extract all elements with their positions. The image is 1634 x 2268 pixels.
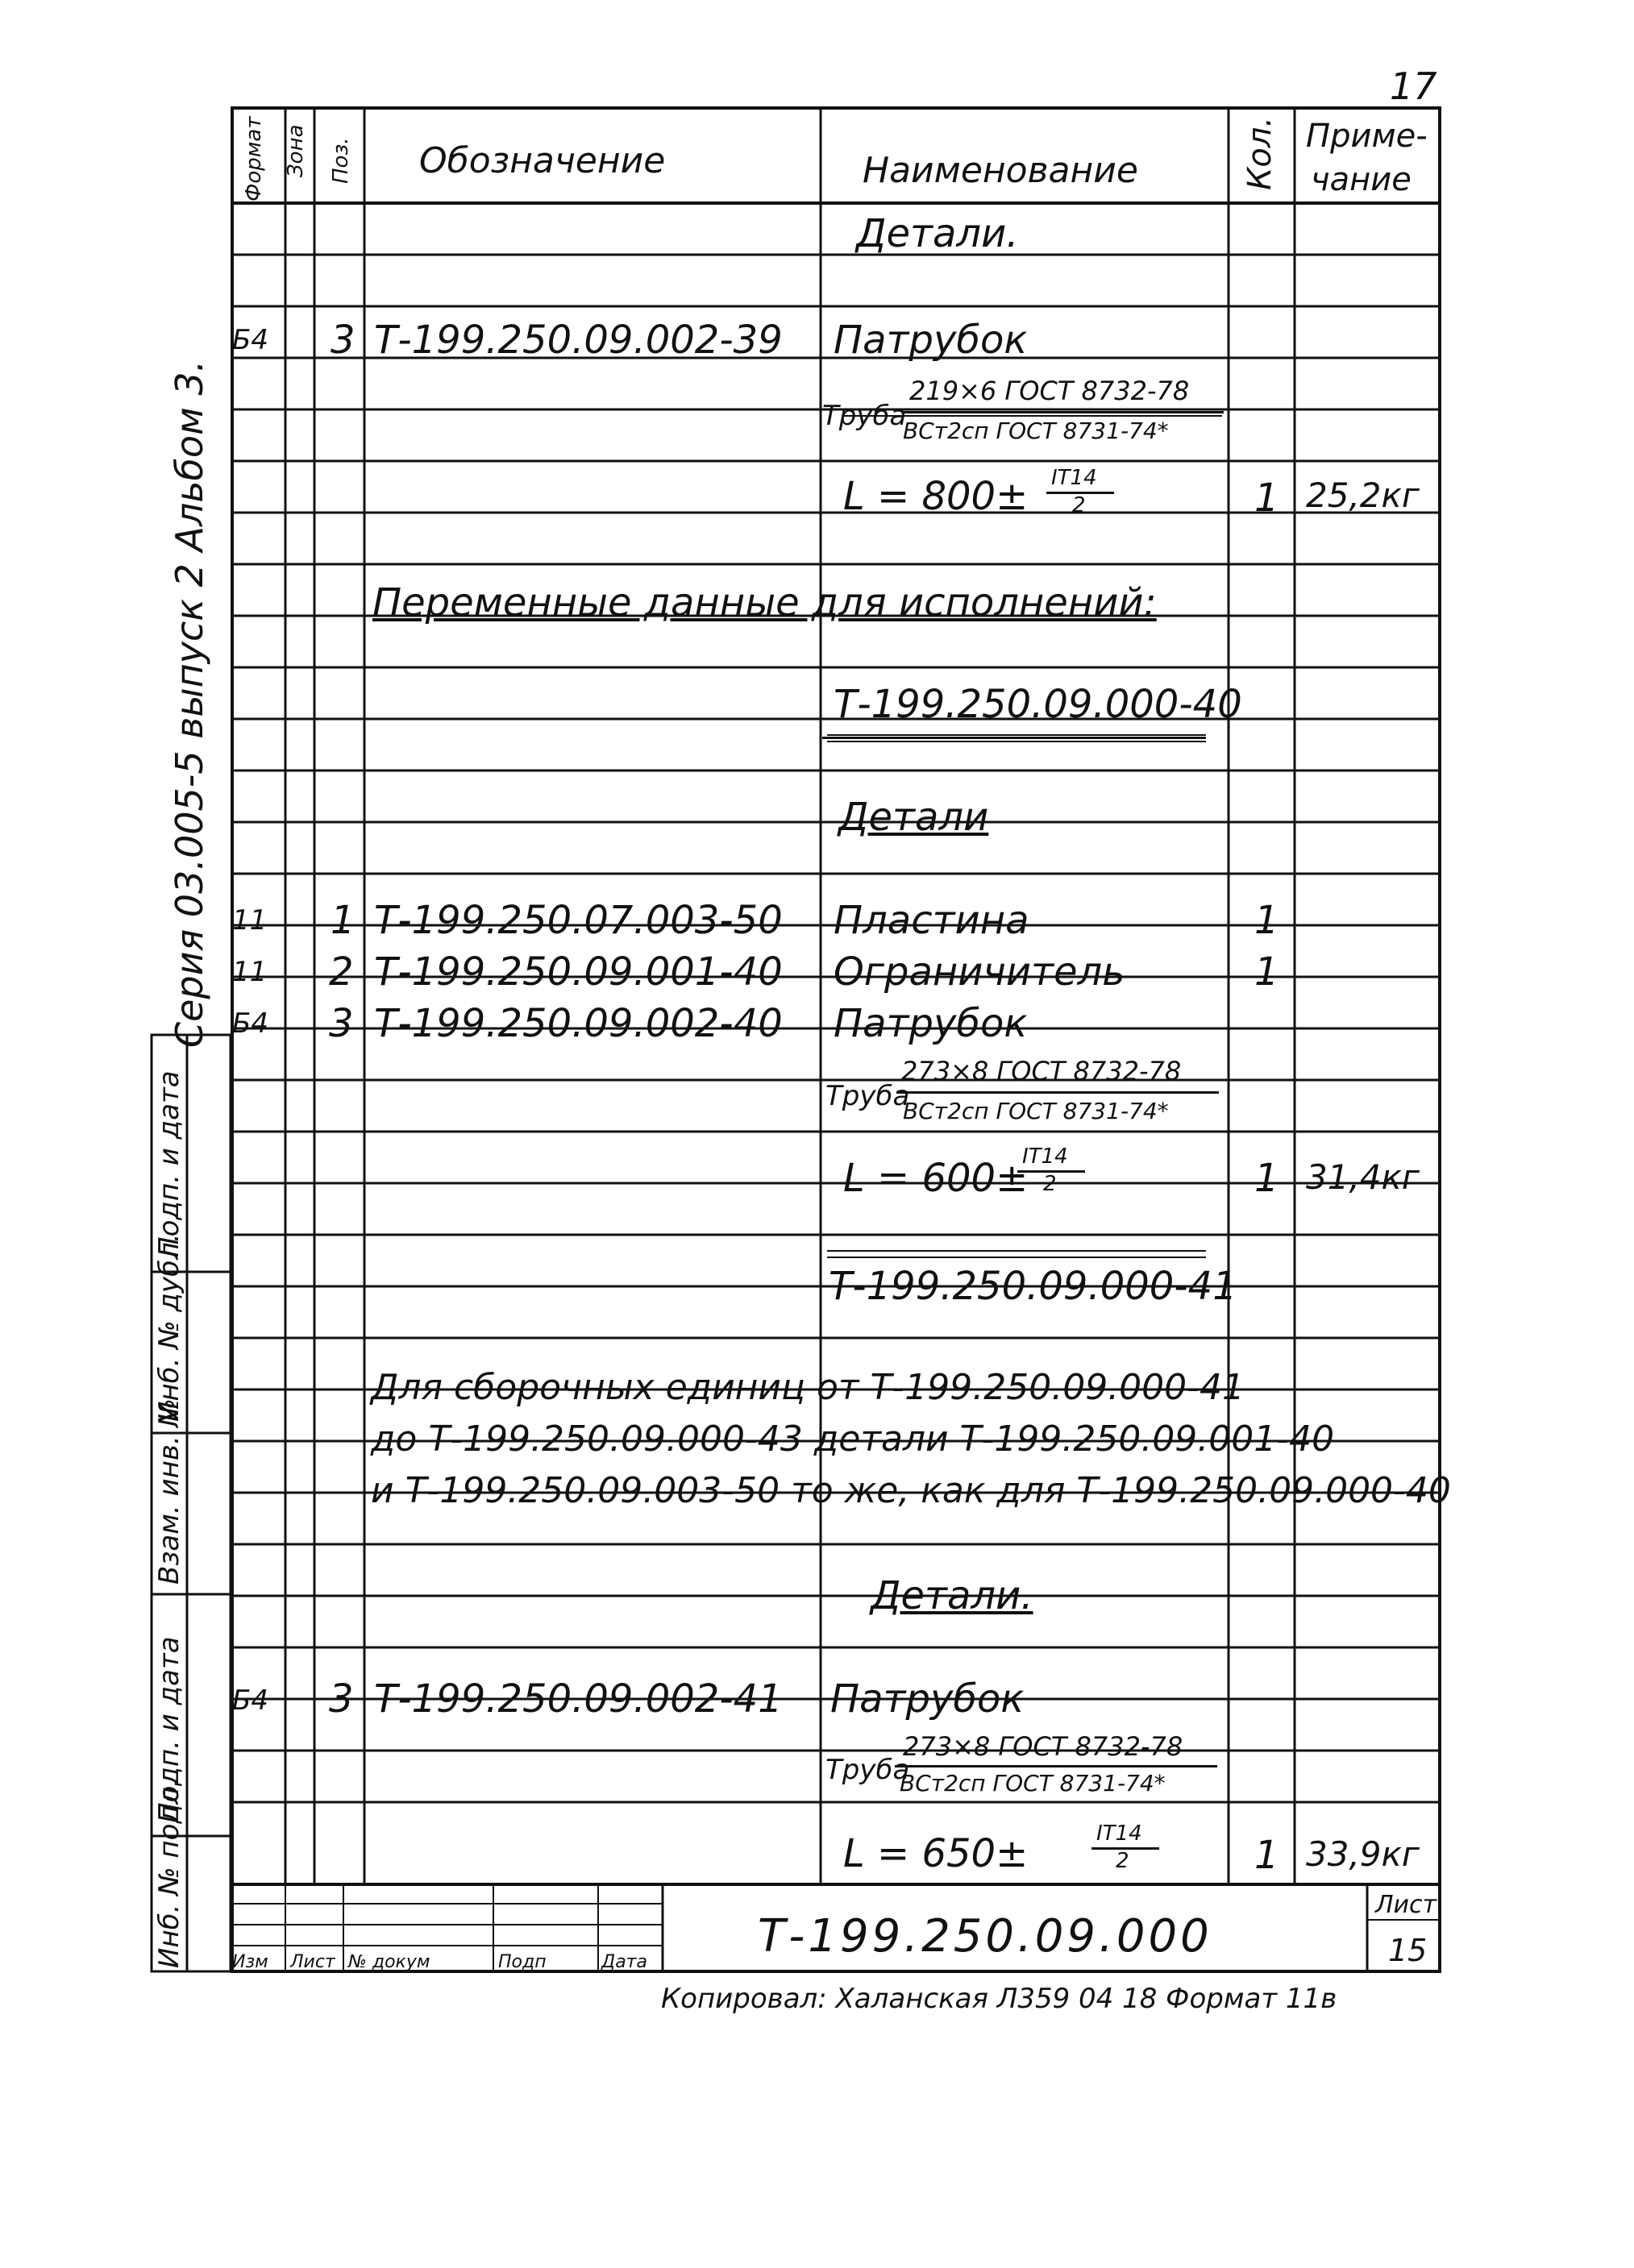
row13-qty: 1 bbox=[1254, 949, 1279, 995]
section-title-details-3: Детали. bbox=[871, 1573, 1033, 1618]
row28-note: 33,9кг bbox=[1306, 1834, 1420, 1874]
row3-designation: Т-199.250.09.002-39 bbox=[374, 318, 783, 363]
row27-pipe-label: Труба bbox=[825, 1754, 910, 1786]
row5-frac-den: 2 bbox=[1072, 493, 1086, 517]
variant-41-heading: Т-199.250.09.000-41 bbox=[829, 1264, 1237, 1309]
series-label: Серия 03.005-5 выпуск 2 Альбом 3. bbox=[168, 359, 211, 1048]
row28-qty: 1 bbox=[1254, 1833, 1279, 1878]
title-block-col-izm: Изм bbox=[232, 1952, 268, 1972]
row12-format: 11 bbox=[232, 904, 268, 937]
row13-pos: 2 bbox=[329, 949, 354, 995]
row26-designation: Т-199.250.09.002-41 bbox=[374, 1676, 783, 1722]
section-title-details-1: Детали. bbox=[856, 211, 1019, 256]
title-block-col-list: Лист bbox=[290, 1952, 335, 1972]
row26-pos: 3 bbox=[329, 1676, 354, 1722]
row5-length: L = 800± bbox=[843, 474, 1029, 519]
stamp-dup-inv: Инб. № дубл. bbox=[153, 1233, 185, 1422]
row15-fraction-bar bbox=[896, 1091, 1219, 1094]
row5-frac-num: IT14 bbox=[1051, 466, 1097, 490]
header-format: Формат bbox=[242, 116, 266, 201]
row3-pos: 3 bbox=[331, 318, 355, 363]
row16-frac-num: IT14 bbox=[1022, 1144, 1068, 1169]
row13-name: Ограничитель bbox=[834, 949, 1125, 995]
row28-length: L = 650± bbox=[843, 1831, 1029, 1876]
row5-qty: 1 bbox=[1254, 476, 1279, 521]
section-title-details-2: Детали bbox=[838, 795, 989, 840]
row12-name: Пластина bbox=[834, 898, 1029, 943]
row14-name: Патрубок bbox=[834, 1001, 1028, 1046]
row4-fraction-bar bbox=[901, 411, 1224, 413]
row14-pos: 3 bbox=[329, 1001, 354, 1046]
assembly-note-line3: и Т-199.250.09.003-50 то же, как для Т-199.250.09.000-40 bbox=[371, 1470, 1451, 1511]
row15-pipe-label: Труба bbox=[825, 1080, 910, 1112]
row4-pipe-label: Труба bbox=[822, 400, 907, 432]
header-pos: Поз. bbox=[329, 137, 353, 184]
title-block-col-date: Дата bbox=[601, 1952, 647, 1972]
row14-designation: Т-199.250.09.002-40 bbox=[374, 1001, 783, 1046]
row27-pipe-den: ВСт2сп ГОСТ 8731-74* bbox=[900, 1770, 1166, 1797]
stamp-replace-inv: Взам. инв. № bbox=[153, 1398, 185, 1585]
row4-pipe-num: 219×6 ГОСТ 8732-78 bbox=[909, 376, 1190, 406]
row28-frac-num: IT14 bbox=[1096, 1821, 1142, 1846]
row27-fraction-bar bbox=[895, 1765, 1217, 1767]
row12-qty: 1 bbox=[1254, 898, 1279, 943]
page-number: 17 bbox=[1390, 64, 1437, 108]
header-note-line1: Приме- bbox=[1306, 118, 1428, 155]
header-note-line2: чание bbox=[1311, 161, 1412, 198]
assembly-note-line2: до Т-199.250.09.000-43 детали Т-199.250.09.001-40 bbox=[371, 1419, 1335, 1460]
variable-data-heading: Переменные данные для исполнений: bbox=[372, 580, 1157, 625]
row13-designation: Т-199.250.09.001-40 bbox=[374, 949, 783, 995]
header-zone: Зона bbox=[284, 124, 308, 177]
row16-length: L = 600± bbox=[843, 1156, 1029, 1201]
row16-qty: 1 bbox=[1254, 1156, 1279, 1201]
row16-frac-den: 2 bbox=[1043, 1172, 1057, 1196]
row28-frac-den: 2 bbox=[1116, 1849, 1129, 1873]
row12-designation: Т-199.250.07.003-50 bbox=[374, 898, 783, 943]
header-qty: Кол. bbox=[1241, 116, 1279, 190]
row13-format: 11 bbox=[232, 956, 268, 988]
row15-pipe-num: 273×8 ГОСТ 8732-78 bbox=[901, 1056, 1182, 1086]
row4-pipe-den: ВСт2сп ГОСТ 8731-74* bbox=[903, 417, 1169, 444]
title-block-col-sign: Подп bbox=[498, 1952, 547, 1972]
title-block-doc-code: Т-199.250.09.000 bbox=[758, 1910, 1212, 1963]
title-block-sheet-number: 15 bbox=[1388, 1933, 1428, 1968]
row3-format: Б4 bbox=[232, 324, 268, 356]
assembly-note-line1: Для сборочных единиц от Т-199.250.09.000-41 bbox=[371, 1367, 1245, 1408]
header-name: Наименование bbox=[863, 150, 1138, 191]
row15-pipe-den: ВСт2сп ГОСТ 8731-74* bbox=[903, 1098, 1169, 1124]
row3-name: Патрубок bbox=[834, 318, 1028, 363]
row16-note: 31,4кг bbox=[1306, 1157, 1420, 1197]
row26-name: Патрубок bbox=[830, 1676, 1025, 1722]
stamp-orig-inv: Инб. № подл. bbox=[153, 1778, 185, 1968]
row5-note: 25,2кг bbox=[1306, 476, 1420, 515]
header-designation: Обозначение bbox=[419, 140, 666, 181]
stamp-sign-date-1: Подп. и дата bbox=[153, 1070, 185, 1257]
row26-format: Б4 bbox=[232, 1684, 268, 1717]
variant-40-underline bbox=[822, 737, 1206, 739]
stamp-sign-date-2: Подп. и дата bbox=[153, 1636, 185, 1823]
row27-pipe-num: 273×8 ГОСТ 8732-78 bbox=[903, 1731, 1183, 1762]
row12-pos: 1 bbox=[331, 898, 355, 943]
title-block-col-doc: № докум bbox=[348, 1952, 430, 1972]
footer-copy-note: Копировал: Халанская Л359 04 18 Формат 11в bbox=[661, 1983, 1337, 2015]
variant-40-heading: Т-199.250.09.000-40 bbox=[834, 682, 1242, 727]
row14-format: Б4 bbox=[232, 1007, 268, 1040]
title-block-sheet-label: Лист bbox=[1375, 1891, 1437, 1919]
